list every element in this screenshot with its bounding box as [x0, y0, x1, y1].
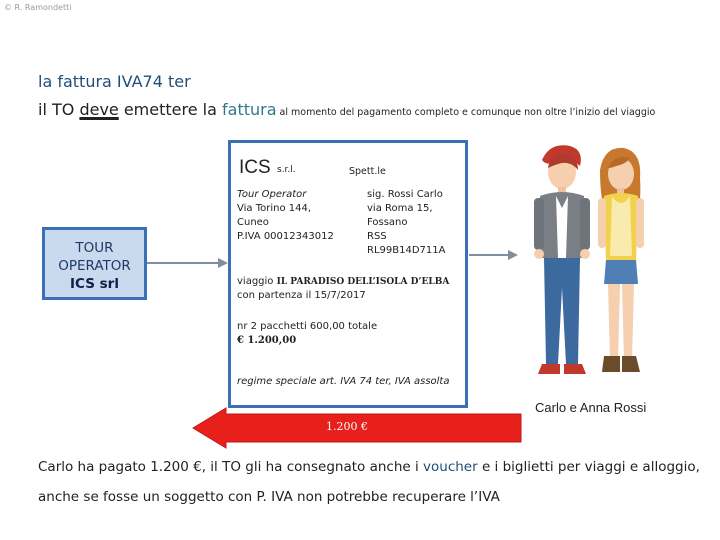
invoice-company: ICS: [239, 157, 271, 178]
para1-part-a: Carlo ha pagato 1.200 €, il TO gli ha consegnato anche i: [38, 459, 424, 475]
boy-figure: [534, 145, 590, 374]
subtitle-part-1: il TO: [38, 100, 80, 119]
to-line-2: OPERATOR: [58, 258, 131, 275]
girl-figure: [598, 148, 644, 372]
to-company-name: ICS srl: [70, 276, 119, 293]
trip-departure: con partenza il 15/7/2017: [237, 290, 366, 301]
trip-name: IL PARADISO DELL’ISOLA D’ELBA: [276, 277, 450, 287]
customers-illustration: [520, 138, 660, 394]
invoice-document: [228, 140, 468, 408]
customers-caption: Carlo e Anna Rossi: [535, 400, 647, 415]
subtitle-part-2: emettere la: [118, 100, 222, 119]
para1-voucher: voucher: [423, 459, 478, 475]
trip-prefix: viaggio: [237, 276, 277, 287]
invoice-spett: Spett.le: [349, 166, 386, 177]
explanation-line-1: [38, 459, 700, 475]
recipient-name: sig. Rossi Carlo: [367, 189, 443, 200]
para1-part-b: e i biglietti per viaggi e alloggio,: [477, 459, 700, 475]
subtitle-deve: deve: [79, 100, 119, 119]
invoice-total: € 1.200,00: [237, 335, 297, 346]
invoice-regime: regime speciale art. IVA 74 ter, IVA assolta: [237, 376, 450, 387]
invoice-amounts: [237, 320, 377, 348]
slide-title: la fattura IVA74 ter: [38, 72, 191, 91]
packages-line: nr 2 pacchetti 600,00 totale: [237, 321, 378, 332]
copyright-notice: © R. Ramondetti: [4, 3, 72, 12]
invoice-trip: [237, 275, 449, 303]
to-line-1: TOUR: [75, 240, 114, 256]
invoice-company-suffix: s.r.l.: [277, 165, 296, 175]
tour-operator-box: [42, 227, 147, 300]
explanation-line-2: anche se fosse un soggetto con P. IVA non potrebbe recuperare l’IVA: [38, 489, 500, 505]
subtitle-fattura: fattura: [222, 100, 277, 119]
payment-amount: 1.200 €: [326, 420, 368, 433]
recipient-street: via Roma 15, Fossano: [367, 203, 433, 228]
sender-role: Tour Operator: [237, 189, 307, 200]
sender-city: Cuneo: [237, 217, 269, 228]
sender-vat: P.IVA 00012343012: [237, 231, 334, 242]
invoice-recipient: [367, 188, 465, 258]
recipient-code: RSS RL99B14D711A: [367, 231, 446, 256]
sender-street: Via Torino 144,: [237, 203, 312, 214]
subtitle-detail: al momento del pagamento completo e comunque non oltre l’inizio del viaggio: [276, 107, 656, 118]
invoice-sender: [237, 188, 334, 244]
